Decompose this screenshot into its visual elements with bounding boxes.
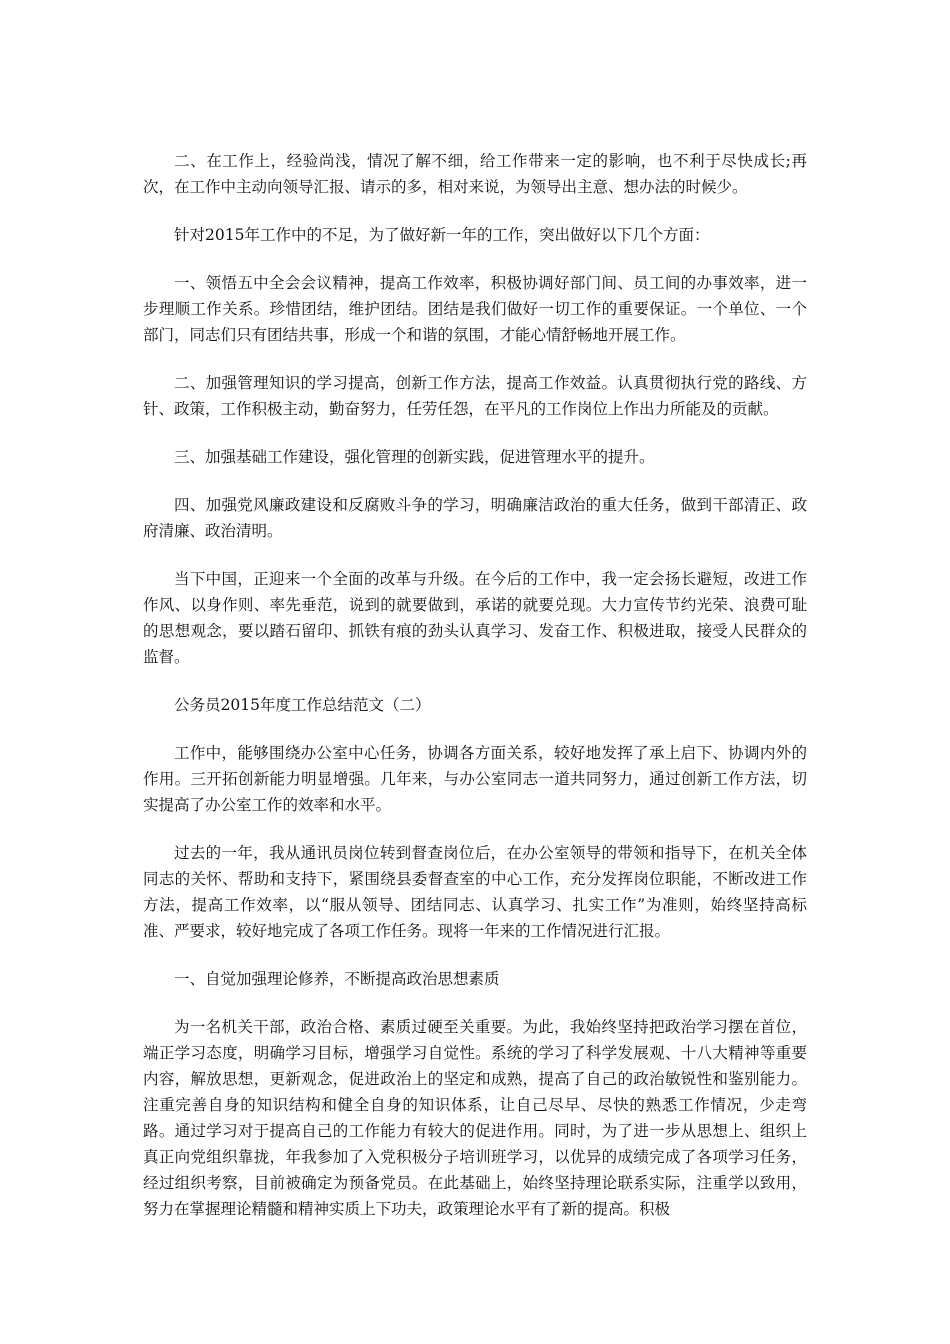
- paragraph-1: 二、在工作上，经验尚浅，情况了解不细，给工作带来一定的影响，也不利于尽快成长;再次，在工作中主动向领导汇报、请示的多，相对来说，为领导出主意、想办法的时候少。: [143, 152, 807, 196]
- paragraph-10: 过去的一年，我从通讯员岗位转到督查岗位后，在办公室领导的带领和指导下，在机关全体同志的关怀、帮助和支持下，紧围绕县委督查室的中心工作，充分发挥岗位职能，不断改进工作方法，提高工作效率，以“服从领导、团结同志、认真学习、扎实工作”为准则，始终坚持高标准、严要求，较好地完成了各项工作任务。现将一年来的工作情况进行汇报。: [143, 844, 807, 940]
- paragraph-3: 一、领悟五中全会会议精神，提高工作效率，积极协调好部门间、员工间的办事效率，进一步理顺工作关系。珍惜团结，维护团结。团结是我们做好一切工作的重要保证。一个单位、一个部门，同志们只有团结共事，形成一个和谐的氛围，才能心情舒畅地开展工作。: [143, 274, 807, 344]
- subheading-theory: 一、自觉加强理论修养，不断提高政治思想素质: [174, 970, 500, 988]
- document-body: [143, 148, 807, 1222]
- paragraph-7: 当下中国，正迎来一个全面的改革与升级。在今后的工作中，我一定会扬长避短，改进工作作风、以身作则、率先垂范，说到的就要做到，承诺的就要兑现。大力宣传节约光荣、浪费可耻的思想观念，要以踏石留印、抓铁有痕的劲头认真学习、发奋工作、积极进取，接受人民群众的监督。: [143, 570, 807, 666]
- paragraph-5: 三、加强基础工作建设，强化管理的创新实践，促进管理水平的提升。: [174, 448, 655, 466]
- paragraph-12: 为一名机关干部，政治合格、素质过硬至关重要。为此，我始终坚持把政治学习摆在首位，端正学习态度，明确学习目标，增强学习自觉性。系统的学习了科学发展观、十八大精神等重要内容，解放思想，更新观念，促进政治上的坚定和成熟，提高了自己的政治敏锐性和鉴别能力。注重完善自身的知识结构和健全自身的知识体系，让自己尽早、尽快的熟悉工作情况，少走弯路。通过学习对于提高自己的工作能力有较大的促进作用。同时，为了进一步从思想上、组织上真正向党组织靠拢，年我参加了入党积极分子培训班学习，以优异的成绩完成了各项学习任务，经过组织考察，目前被确定为预备党员。在此基础上，始终坚持理论联系实际，注重学以致用，努力在掌握理论精髓和精神实质上下功夫，政策理论水平有了新的提高。积极: [143, 1018, 807, 1218]
- paragraph-9: 工作中，能够围绕办公室中心任务，协调各方面关系，较好地发挥了承上启下、协调内外的作用。三开拓创新能力明显增强。几年来，与办公室同志一道共同努力，通过创新工作方法，切实提高了办公室工作的效率和水平。: [143, 744, 807, 814]
- section-heading-2: 公务员2015年度工作总结范文（二）: [174, 696, 431, 714]
- paragraph-4: 二、加强管理知识的学习提高，创新工作方法，提高工作效益。认真贯彻执行党的路线、方针、政策，工作积极主动，勤奋努力，任劳任怨，在平凡的工作岗位上作出力所能及的贡献。: [143, 374, 807, 418]
- paragraph-6: 四、加强党风廉政建设和反腐败斗争的学习，明确廉洁政治的重大任务，做到干部清正、政府清廉、政治清明。: [143, 496, 807, 540]
- paragraph-2: 针对2015年工作中的不足，为了做好新一年的工作，突出做好以下几个方面：: [174, 226, 710, 244]
